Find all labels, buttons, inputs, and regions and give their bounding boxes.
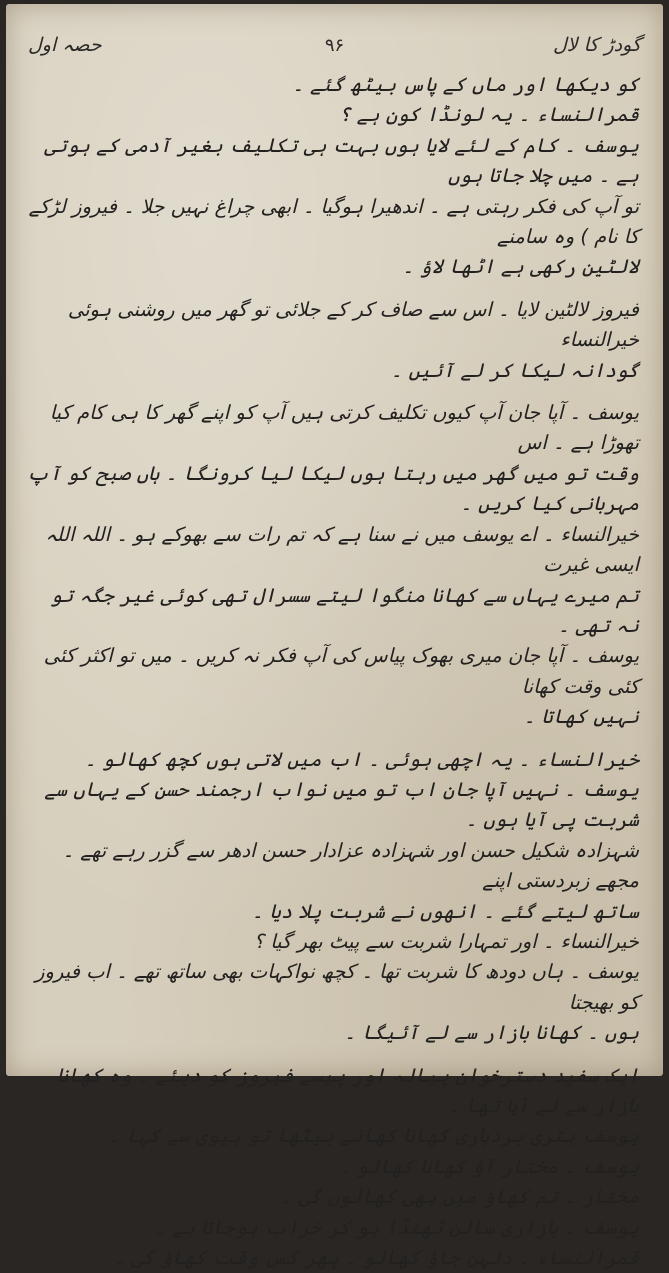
text-line: یوسف ۔ ہاں دودھ کا شربت تھا ۔ کچھ نواکہات بھی ساتھ تھے ۔ اب فیروز کو بھیجتا bbox=[35, 960, 639, 1014]
text-line: یوسف ۔ مختار آؤ کھانا کھالو ۔ bbox=[339, 1154, 639, 1178]
book-title: گودڑ کا لال bbox=[552, 34, 641, 56]
text-line: ساتھ لیتے گئے ۔ انھوں نے شربت پلا دیا ۔ bbox=[251, 899, 639, 923]
page-body bbox=[26, 70, 639, 1273]
text-line: شہزادہ شکیل حسن اور شہزادہ عزادار حسن ادھر سے گزر رہے تھے ۔ مجھے زبردستی اپنے bbox=[62, 838, 639, 893]
text-line: یوسف بتری بردباری کھانا کھانے بیٹھا تو بیوی سے کہا ۔ bbox=[108, 1124, 639, 1148]
text-line: یوسف ۔ نہیں آپا جان اب تو میں نواب ارجمند حسن کے یہاں سے شربت پی آیا ہوں ۔ bbox=[44, 777, 639, 832]
text-line: وقت تو میں گھر میں رہتا ہوں لیکا لیا کرونگا ۔ ہاں صبح کو آپ مہربانی کیا کریں ۔ bbox=[26, 461, 639, 516]
page-number: ۹۶ bbox=[324, 34, 345, 56]
text-line: کو دیکھا اور ماں کے پاس بیٹھ گئے ۔ bbox=[292, 73, 639, 96]
text-line: یوسف ۔ کام کے لئے لایا ہوں بہت ہی تکلیف بغیر آدمی کے ہوتی ہے ۔ میں چلا جاتا ہوں bbox=[44, 133, 639, 188]
page-header bbox=[28, 28, 641, 62]
text-line: خیرالنساء ۔ اور تمہارا شربت سے پیٹ بھر گیا ؟ bbox=[253, 929, 639, 953]
text-line: ایک سفید دسترخوان پیالہ اور پیسے فیروز کو دیئے ۔ وہ کھانا بازار سے لے آیا تھا ۔ bbox=[56, 1063, 639, 1117]
text-line: یوسف ۔ آپا جان میری بھوک پیاس کی آپ فکر نہ کریں ۔ میں تو اکثر کئی کئی وقت کھانا bbox=[43, 644, 639, 698]
text-line: لالٹین رکھی ہے اٹھا لاؤ ۔ bbox=[402, 255, 639, 279]
text-line: قمرالنساء ۔ یہ لونڈا کون ہے ؟ bbox=[339, 103, 639, 127]
text-line: تم میرے یہاں سے کھانا منگوا لیتے سسرال تھی کوئی غیر جگہ تو نہ تھی ۔ bbox=[50, 583, 639, 637]
text-line: قمرالنساء ۔ دلہن جاؤ کھالو ۔ پھر کس وقت کھاؤ گی ۔ bbox=[113, 1246, 639, 1270]
text-line: ہوں ۔ کھانا بازار سے لے آئیگا ۔ bbox=[344, 1021, 639, 1045]
text-line: فیروز لالٹین لایا ۔ اس سے صاف کر کے جلائی تو گھر میں روشنی ہوئی خیرالنساء bbox=[67, 297, 639, 352]
text-line: یوسف ۔ بازاری سالن ٹھنڈا ہو کر خراب ہوجاتا ہے ۔ bbox=[154, 1215, 639, 1239]
text-line: گودانہ لیکا کر لے آئیں ۔ bbox=[390, 358, 639, 382]
section-label: حصہ اول bbox=[28, 34, 102, 56]
text-line: خیرالنساء ۔ یہ اچھی ہوئی ۔ اب میں لاتی ہوں کچھ کھالو ۔ bbox=[84, 747, 639, 771]
text-line: مختار ۔ تم کھاؤ میں بھی کھالوں گی ۔ bbox=[280, 1185, 639, 1209]
scanned-page bbox=[6, 4, 663, 1270]
text-line: تو آپ کی فکر رہتی ہے ۔ اندھیرا ہوگیا ۔ ابھی چراغ نہیں جلا ۔ فیروز لڑکے کا نام ) وہ سامنے bbox=[28, 194, 639, 249]
text-line: نہیں کھاتا ۔ bbox=[523, 705, 639, 729]
text-line: خیرالنساء ۔ اے یوسف میں نے سنا ہے کہ تم رات سے بھوکے ہو ۔ اللہ اللہ ایسی غیرت bbox=[45, 522, 639, 577]
text-line: یوسف ۔ آپا جان آپ کیوں تکلیف کرتی ہیں آپ کو اپنے گھر کا ہی کام کیا تھوڑا ہے ۔ اس bbox=[49, 401, 639, 455]
